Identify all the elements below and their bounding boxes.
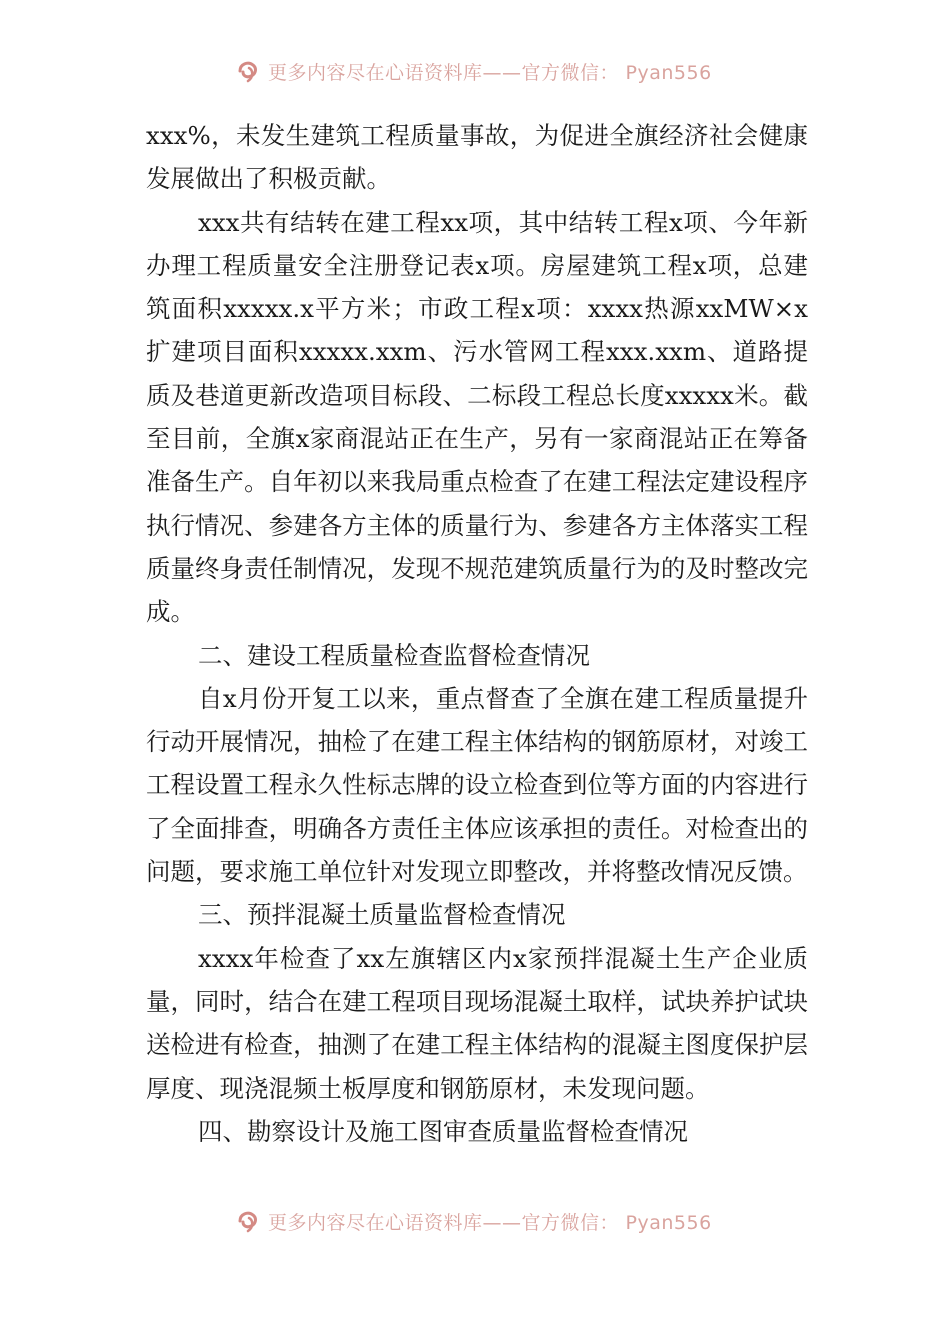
section-heading-3: 三、预拌混凝土质量监督检查情况 <box>198 900 566 930</box>
watermark-logo-icon <box>236 58 262 84</box>
paragraph-quality-inspection: 自x月份开复工以来，重点督查了全旗在建工程质量提升行动开展情况，抽检了在建工程主体结构的钢筋原材，对竣工工程设置工程永久性标志牌的设立检查到位等方面的内容进行了全面排查，明确各方责任主体应该承担的责任。对检查出的问题，要求施工单位针对发现立即整改，并将整改情况反馈。 <box>146 683 808 887</box>
header-watermark-text: 更多内容尽在心语资料库——官方微信： Pyan556 <box>268 61 712 84</box>
footer-watermark <box>236 1206 726 1236</box>
section-heading-4: 四、勘察设计及施工图审查质量监督检查情况 <box>198 1116 688 1146</box>
paragraph-project-summary: xxx共有结转在建工程xx项，其中结转工程x项、今年新办理工程质量安全注册登记表x项。房屋建筑工程x项，总建筑面积xxxxx.x平方米；市政工程x项：xxxx热源xxMW×x扩建项目面积xxxxx.xxm、污水管网工程xxx.xxm、道路提质及巷道更新改造项目标段、二标段工程总长度xxxxx米。截至目前，全旗x家商混站正在生产，另有一家商混站正在筹备准备生产。自年初以来我局重点检查了在建工程法定建设程序执行情况、参建各方主体的质量行为、参建各方主体落实工程质量终身责任制情况，发现不规范建筑质量行为的及时整改完成。 <box>146 207 808 627</box>
paragraph-concrete-inspection: xxxx年检查了xx左旗辖区内x家预拌混凝土生产企业质量，同时，结合在建工程项目现场混凝土取样，试块养护试块送检进有检查，抽测了在建工程主体结构的混凝主图度保护层厚度、现浇混频土板厚度和钢筋原材，未发现问题。 <box>146 943 808 1103</box>
watermark-logo-icon <box>236 1208 262 1234</box>
header-watermark <box>236 56 726 86</box>
document-body <box>146 114 808 1153</box>
paragraph-continuation: xxx%，未发生建筑工程质量事故，为促进全旗经济社会健康发展做出了积极贡献。 <box>146 121 808 194</box>
section-heading-2: 二、建设工程质量检查监督检查情况 <box>198 640 590 670</box>
footer-watermark-text: 更多内容尽在心语资料库——官方微信： Pyan556 <box>268 1211 712 1234</box>
